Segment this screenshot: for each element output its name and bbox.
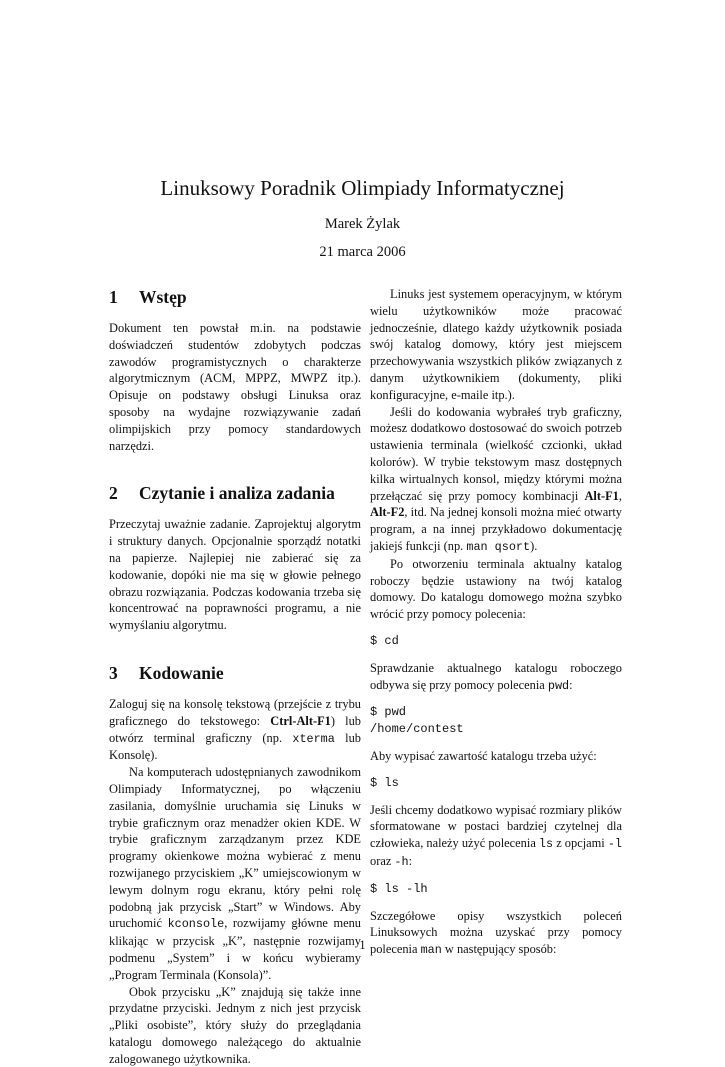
page-number: 1 [0,938,725,953]
paragraph: Aby wypisać zawartość katalogu trzeba użyć: [370,748,622,765]
document-date: 21 marca 2006 [0,242,725,262]
paragraph: Dokument ten powstał m.in. na podstawie doświadczeń studentów zdobytych podczas zawodów programistycznych o charakterze algorytmicznym (ACM, MPPZ, MWPZ itp.). Opisuje on podstawy obsługi Linuksa oraz sposoby na wydajne rozwiązywanie zadań olimpijskich przy pomocy standardowych narzędzi. [109,320,361,454]
paragraph: Zaloguj się na konsolę tekstową (przejście z trybu graficznego do tekstowego: Ctrl-Alt-F1) lub otwórz terminal graficzny (np. xterma lub Konsolę). [109,696,361,764]
inline-command: man [421,943,442,957]
inline-command: pwd [548,679,569,693]
document-author: Marek Żylak [0,214,725,234]
paragraph: Na komputerach udostępnianych zawodnikom Olimpiady Informatycznej, po włączeniu zasilania, domyślnie uruchamia się Linuks w trybie graficznym oraz menadżer okien KDE. W trybie graficznym zarządzanym przez KDE programy okienkowe można wybierać z menu rozwijanego przyciskiem „K” umiejscowionym w lewym dolnym rogu ekranu, który pełni rolę podobną jak przycisk „Start” w Windows. Aby uruchomić kconsole, rozwijamy główne menu klikając w przycisk „K”, następnie rozwijamy podmenu „System” i w końcu wybieramy „Program Terminala (Konsola)”. [109,764,361,983]
paragraph: Przeczytaj uważnie zadanie. Zaprojektuj algorytm i struktury danych. Opcjonalnie sporządź notatki na papierze. Najlepiej nie zabierać się za kodowanie, dopóki nie ma się w głowie pełnego obrazu rozwiązania. Podczas kodowania trzeba się koncentrować na poprawności programu, a nie wymyślaniu algorytmu. [109,516,361,634]
paragraph: Jeśli do kodowania wybrałeś tryb graficzny, możesz dodatkowo dostosować do swoich potrzeb ustawienia terminala (wielkość czcionki, układ kolorów). W trybie tekstowym masz dostępnych kilka wirtualnych konsol, między którymi można przełączać się przy pomocy kombinacji Alt-F1, Alt-F2, itd. Na jednej konsoli można mieć otwarty program, a na innej przykładowo dokumentację jakiejś funkcji (np. man qsort). [370,404,622,556]
paragraph: Sprawdzanie aktualnego katalogu roboczego odbywa się przy pomocy polecenia pwd: [370,660,622,695]
paragraph: Jeśli chcemy dodatkowo wypisać rozmiary plików sformatowane w postaci bardziej czytelnej dla człowieka, należy użyć polecenia ls z opcjami -l oraz -h: [370,802,622,871]
inline-command: xterma [292,732,334,746]
key-combo: Ctrl-Alt-F1 [270,714,331,728]
inline-command: ls [539,837,553,851]
code-block: $ pwd /home/contest [370,704,622,738]
paragraph: Linuks jest systemem operacyjnym, w którym wielu użytkowników może pracować jednocześnie, dlatego każdy użytkownik posiada swój katalog domowy, który jest miejscem przechowywania wszystkich plików związanych z danym użytkownikiem (dokumenty, pliki konfiguracyjne, e-maile itp.). [370,286,622,404]
section-heading-2: 2 Czytanie i analiza zadania [109,482,361,504]
paragraph: Po otworzeniu terminala aktualny katalog roboczy będzie ustawiony na twój katalog domowy. Do katalogu domowego można szybko wrócić przy pomocy polecenia: [370,556,622,623]
code-block: $ cd [370,633,622,650]
key-combo: Alt-F2 [370,505,404,519]
inline-command: -h [394,855,408,869]
key-combo: Alt-F1 [584,489,618,503]
code-block: $ ls -lh [370,881,622,898]
paragraph: Obok przycisku „K” znajdują się także inne przydatne przyciski. Jednym z nich jest przycisk „Pliki osobiste”, który służy do przeglądania katalogu domowego należącego do aktualnie zalogowanego użytkownika. [109,984,361,1067]
paragraph: Szczegółowe opisy wszystkich poleceń Linuksowych można uzyskać przy pomocy polecenia man w następujący sposób: [370,908,622,959]
code-block: $ ls [370,775,622,792]
document-title: Linuksowy Poradnik Olimpiady Informatycznej [0,174,725,202]
section-heading-3: 3 Kodowanie [109,662,361,684]
inline-command: kconsole [168,917,225,931]
section-heading-1: 1 Wstęp [109,286,361,308]
right-column [370,286,622,959]
inline-command: -l [608,837,622,851]
inline-command: man qsort [466,540,530,554]
